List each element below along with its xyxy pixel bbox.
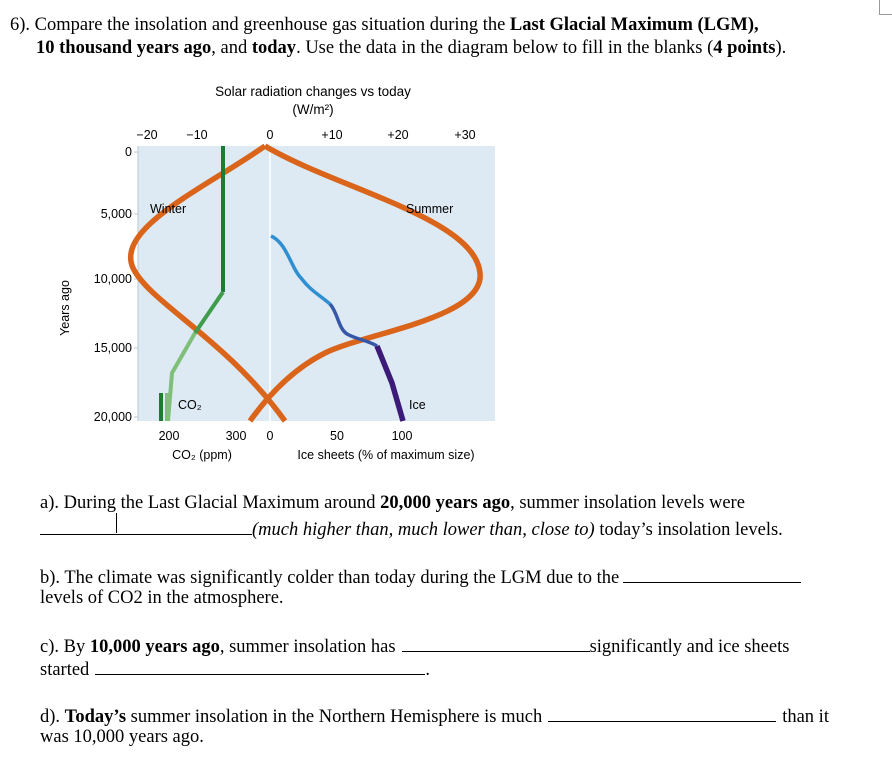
question-c-end: . xyxy=(425,660,430,680)
question-d-rest: summer insolation in the Northern Hemisphere is much xyxy=(126,707,543,727)
y-tick-marks xyxy=(134,152,138,417)
question-text-2b: . Use the data in the diagram below to fill in the blanks ( xyxy=(296,38,714,58)
co2-axis-label: CO₂ (ppm) xyxy=(172,448,232,462)
question-c-text: c). By xyxy=(40,637,90,657)
ice-label: Ice xyxy=(409,398,426,412)
plot-area xyxy=(138,146,495,421)
answer-blank-b[interactable] xyxy=(623,564,801,583)
page-corner-marker xyxy=(879,0,892,15)
ice-tick-label: 50 xyxy=(330,429,344,443)
diagram-title: Solar radiation changes vs today xyxy=(215,84,411,99)
co2-tick-label: 300 xyxy=(225,429,247,443)
top-tick-label: −10 xyxy=(186,128,208,142)
question-a-bold: 20,000 years ago xyxy=(380,493,511,513)
top-tick-label: +20 xyxy=(387,128,409,142)
question-today: today xyxy=(251,38,297,58)
question-b-text-2: levels of CO2 in the atmosphere. xyxy=(40,588,284,608)
answer-blank-d[interactable] xyxy=(548,703,776,722)
question-header xyxy=(10,14,880,60)
question-a-end: today’s insolation levels. xyxy=(594,520,783,540)
co2-label: CO₂ xyxy=(178,398,202,412)
question-d-label: d). xyxy=(40,707,65,727)
ice-tick-label: 100 xyxy=(391,429,413,443)
summer-label: Summer xyxy=(406,202,454,216)
answer-blank-a[interactable] xyxy=(40,516,252,535)
question-d-after: than it xyxy=(782,707,829,727)
question-number: 6). xyxy=(10,15,31,35)
question-c-line-2 xyxy=(40,656,430,682)
top-tick-label: +30 xyxy=(454,128,476,142)
answer-blank-c2[interactable] xyxy=(95,656,425,675)
y-tick-label: 5,000 xyxy=(100,207,132,221)
question-10k: 10 thousand years ago xyxy=(36,38,212,58)
question-c-started: started xyxy=(40,660,90,680)
top-tick-label: 0 xyxy=(266,128,274,142)
ice-axis-label: Ice sheets (% of maximum size) xyxy=(297,448,475,462)
question-d-line-2 xyxy=(40,726,204,749)
text-cursor xyxy=(116,513,117,533)
question-text-2c: ). xyxy=(775,38,787,58)
question-b-line-2 xyxy=(40,587,284,610)
question-text-2a: , and xyxy=(211,38,252,58)
winter-label: Winter xyxy=(150,202,187,216)
diagram-units: (W/m²) xyxy=(292,102,334,117)
top-axis-ticks xyxy=(136,128,475,142)
question-d-bold: Today’s xyxy=(64,707,127,727)
insolation-diagram xyxy=(55,78,495,473)
y-tick-label: 20,000 xyxy=(93,410,132,424)
question-a-options: (much higher than, much lower than, close to) xyxy=(252,520,595,540)
question-text-1: Compare the insolation and greenhouse gas situation during the xyxy=(34,15,510,35)
question-c-bold: 10,000 years ago xyxy=(89,637,220,657)
co2-tick-label: 200 xyxy=(158,429,180,443)
question-a-line-2 xyxy=(40,516,783,542)
y-axis-ticks xyxy=(94,145,132,424)
question-c-rest: , summer insolation has xyxy=(219,637,396,657)
question-points: 4 points xyxy=(713,38,776,58)
top-tick-label: −20 xyxy=(136,128,158,142)
question-d-text-2: was 10,000 years ago. xyxy=(40,727,204,747)
question-a-rest: , summer insolation levels were xyxy=(510,493,745,513)
answer-blank-c1[interactable] xyxy=(402,633,590,652)
question-a-text: a). During the Last Glacial Maximum around xyxy=(40,493,381,513)
co2-axis-ticks xyxy=(159,429,247,443)
y-axis-label: Years ago xyxy=(58,280,72,336)
y-tick-label: 10,000 xyxy=(93,272,132,286)
question-b-text: b). The climate was significantly colder than today during the LGM due to the xyxy=(40,568,620,588)
question-line-2 xyxy=(10,37,880,60)
question-c-after: significantly and ice sheets xyxy=(589,637,790,657)
y-tick-label: 0 xyxy=(125,145,132,159)
question-a xyxy=(40,492,745,515)
y-tick-label: 15,000 xyxy=(93,341,132,355)
top-tick-label: +10 xyxy=(321,128,343,142)
question-lgm: Last Glacial Maximum (LGM), xyxy=(509,15,759,35)
ice-axis-ticks xyxy=(267,429,413,443)
ice-tick-label: 0 xyxy=(266,429,274,443)
